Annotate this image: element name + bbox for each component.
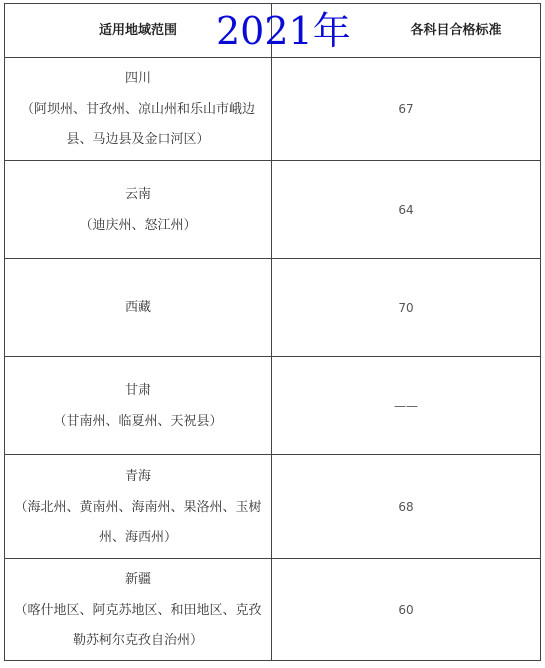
score-cell: 67 xyxy=(272,58,541,161)
score-cell: 60 xyxy=(272,559,541,661)
region-name: 西藏 xyxy=(124,299,151,315)
region-name: 四川 xyxy=(124,71,151,86)
region-name: 云南 xyxy=(124,186,151,202)
score-cell: —— xyxy=(272,357,541,455)
score-cell: 68 xyxy=(272,455,541,559)
header-region: 适用地域范围 xyxy=(5,4,272,58)
region-detail: （阿坝州、甘孜州、凉山州和乐山市峨边县、马边县及金口河区） xyxy=(20,102,255,147)
year-title: 2021年 xyxy=(216,9,351,53)
region-detail: （海北州、黄南州、海南州、果洛州、玉树州、海西州） xyxy=(14,499,262,545)
header-standard-label: 各科目合格标准 xyxy=(410,22,502,38)
table-row xyxy=(5,559,541,661)
region-name: 新疆 xyxy=(124,571,151,587)
region-detail: （喀什地区、阿克苏地区、和田地区、克孜勒苏柯尔克孜自治州） xyxy=(14,602,262,648)
region-detail: （迪庆州、怒江州） xyxy=(79,217,197,233)
region-cell xyxy=(5,259,272,357)
table-row xyxy=(5,259,541,357)
region-cell xyxy=(5,58,272,161)
region-cell xyxy=(5,357,272,455)
region-name: 甘肃 xyxy=(124,382,151,398)
region-cell xyxy=(5,559,272,661)
region-name: 青海 xyxy=(124,468,151,484)
table-row xyxy=(5,58,541,161)
region-cell xyxy=(5,161,272,259)
table-row xyxy=(5,357,541,455)
score-cell: 70 xyxy=(272,259,541,357)
table-row xyxy=(5,161,541,259)
region-detail: （甘南州、临夏州、天祝县） xyxy=(53,413,223,429)
region-cell xyxy=(5,455,272,559)
table-row xyxy=(5,455,541,559)
score-cell: 64 xyxy=(272,161,541,259)
standards-table xyxy=(4,3,541,661)
